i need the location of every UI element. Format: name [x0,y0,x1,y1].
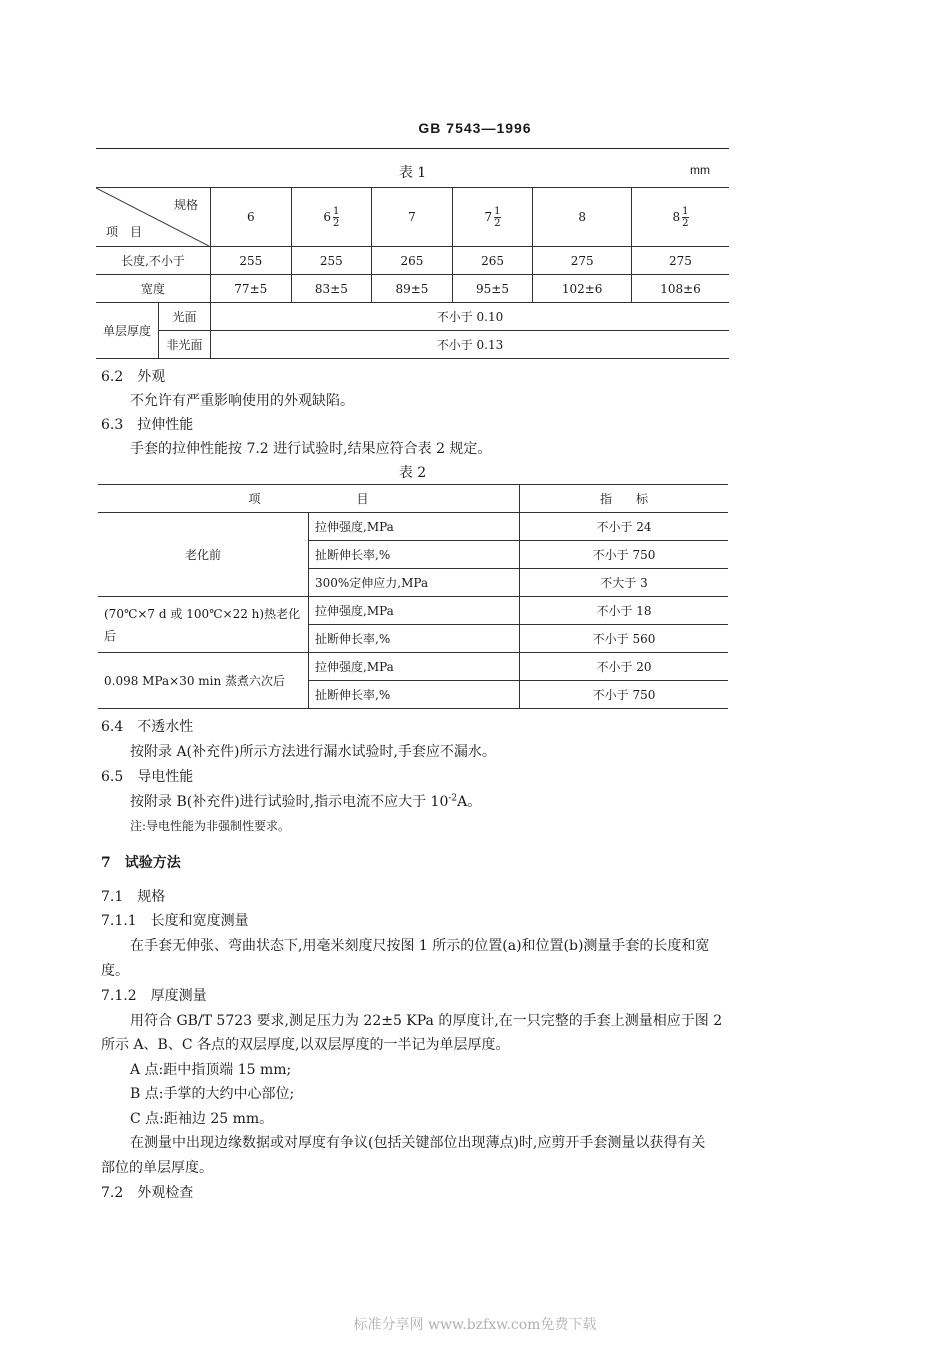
value: 不小于 18 [520,597,729,625]
cell-value: 265 [372,247,453,275]
standard-header: GB 7543—1996 [418,120,532,136]
row-sublabel: 光面 [159,303,211,331]
section-6-5-text [130,791,481,811]
table1 [96,187,729,359]
table1-caption: 表 1 [398,165,427,181]
table1-row-width [96,275,729,303]
point-a: A 点:距中指顶端 15 mm; [130,1062,292,1078]
cell-value: 不小于 0.13 [211,331,730,359]
section-7-1-2-title: 7.1.2 厚度测量 [101,988,207,1004]
section-6-2-title: 6.2 外观 [101,369,166,385]
table2-head-item: 项 目 [98,485,520,513]
section-6-4-title: 6.4 不透水性 [101,719,194,735]
table1-corner-top: 规格 [173,198,198,212]
size-cell [211,188,292,247]
point-c: C 点:距袖边 25 mm。 [130,1111,274,1127]
cell-value: 不小于 0.10 [211,303,730,331]
section-6-3-title: 6.3 拉伸性能 [101,417,194,433]
size-cell [533,188,632,247]
cell-value: 275 [533,247,632,275]
section-6-5-note: 注:导电性能为非强制性要求。 [130,819,291,833]
size-cell [452,188,533,247]
table1-row-thickness-matte [96,331,729,359]
point-b: B 点:手掌的大约中心部位; [130,1086,295,1102]
text-part: 按附录 B(补充件)进行试验时,指示电流不应大于 10 [130,794,449,810]
section-7-1-2-p2-cont: 部位的单层厚度。 [101,1160,213,1176]
section-7-1-1-text: 在手套无伸张、弯曲状态下,用毫米刻度尺按图 1 所示的位置(a)和位置(b)测量手套的长度和宽 [130,938,710,954]
fraction-num: 1 [333,205,340,217]
property: 扯断伸长率,% [309,625,520,653]
size-value: 6 [246,210,255,224]
group-label: 0.098 MPa×30 min 蒸煮六次后 [98,653,309,709]
value: 不小于 20 [520,653,729,681]
superscript: -2 [448,793,458,804]
header-rule [96,148,729,149]
text-part: A。 [457,794,482,810]
property: 扯断伸长率,% [309,681,520,709]
section-6-2-text: 不允许有严重影响使用的外观缺陷。 [130,393,354,409]
section-6-4-text: 按附录 A(补充件)所示方法进行漏水试验时,手套应不漏水。 [130,744,496,760]
size-value: 6 [323,209,331,224]
fraction-den: 2 [333,217,340,229]
table2-header-row [98,485,728,513]
value: 不大于 3 [520,569,729,597]
cell-value: 77±5 [211,275,292,303]
table1-row-length [96,247,729,275]
table1-header-row [96,188,729,247]
table-row [98,513,728,541]
row-label: 长度,不小于 [96,247,211,275]
size-value: 7 [408,210,416,224]
table1-corner-bottom: 项 目 [106,225,143,239]
value: 不小于 750 [520,541,729,569]
size-fraction [333,206,339,229]
fraction-den: 2 [682,217,689,229]
property: 拉伸强度,MPa [309,653,520,681]
cell-value: 275 [631,247,729,275]
cell-value: 255 [211,247,292,275]
property: 拉伸强度,MPa [309,597,520,625]
size-cell [372,188,453,247]
section-7-1-2-p1: 用符合 GB/T 5723 要求,测足压力为 22±5 KPa 的厚度计,在一只完整的手套上测量相应于图 2 [130,1013,723,1029]
property: 拉伸强度,MPa [309,513,520,541]
table-row [98,653,728,681]
size-value: 8 [672,209,681,224]
size-value: 7 [484,209,493,224]
size-cell [631,188,729,247]
value: 不小于 560 [520,625,729,653]
section-7-title: 7 试验方法 [101,855,181,871]
section-7-1-1-text-cont: 度。 [101,963,129,979]
fraction-num: 1 [682,205,689,217]
value: 不小于 750 [520,681,729,709]
table2-head-index: 指 标 [520,485,729,513]
group-label: (70℃×7 d 或 100℃×22 h)热老化后 [98,597,309,653]
cell-value: 83±5 [291,275,372,303]
section-7-1-2-p2: 在测量中出现边缘数据或对厚度有争议(包括关键部位出现薄点)时,应剪开手套测量以获得有关 [130,1135,706,1151]
row-label: 单层厚度 [96,303,159,359]
row-label: 宽度 [96,275,211,303]
fraction-den: 2 [494,217,501,229]
size-cell [291,188,372,247]
table-row [98,597,728,625]
section-7-1-title: 7.1 规格 [101,889,166,905]
property: 扯断伸长率,% [309,541,520,569]
size-fraction [682,206,688,229]
cell-value: 265 [452,247,533,275]
size-value: 8 [578,210,586,224]
footer-watermark: 标准分享网 www.bzfxw.com免费下载 [353,1317,597,1333]
section-6-3-text: 手套的拉伸性能按 7.2 进行试验时,结果应符合表 2 规定。 [130,441,492,457]
cell-value: 108±6 [631,275,729,303]
cell-value: 102±6 [533,275,632,303]
section-7-2-title: 7.2 外观检查 [101,1185,194,1201]
fraction-num: 1 [494,205,501,217]
size-fraction [494,206,500,229]
table1-row-thickness-glossy [96,303,729,331]
row-sublabel: 非光面 [159,331,211,359]
table1-corner-cell [96,188,211,247]
section-7-1-1-title: 7.1.1 长度和宽度测量 [101,913,249,929]
value: 不小于 24 [520,513,729,541]
section-7-1-2-p1-cont: 所示 A、B、C 各点的双层厚度,以双层厚度的一半记为单层厚度。 [101,1037,510,1053]
cell-value: 89±5 [372,275,453,303]
property: 300%定伸应力,MPa [309,569,520,597]
cell-value: 255 [291,247,372,275]
group-label: 老化前 [98,513,309,597]
cell-value: 95±5 [452,275,533,303]
table1-unit: mm [690,163,710,177]
table2 [98,484,728,709]
section-6-5-title: 6.5 导电性能 [101,769,194,785]
table2-caption: 表 2 [398,465,427,481]
